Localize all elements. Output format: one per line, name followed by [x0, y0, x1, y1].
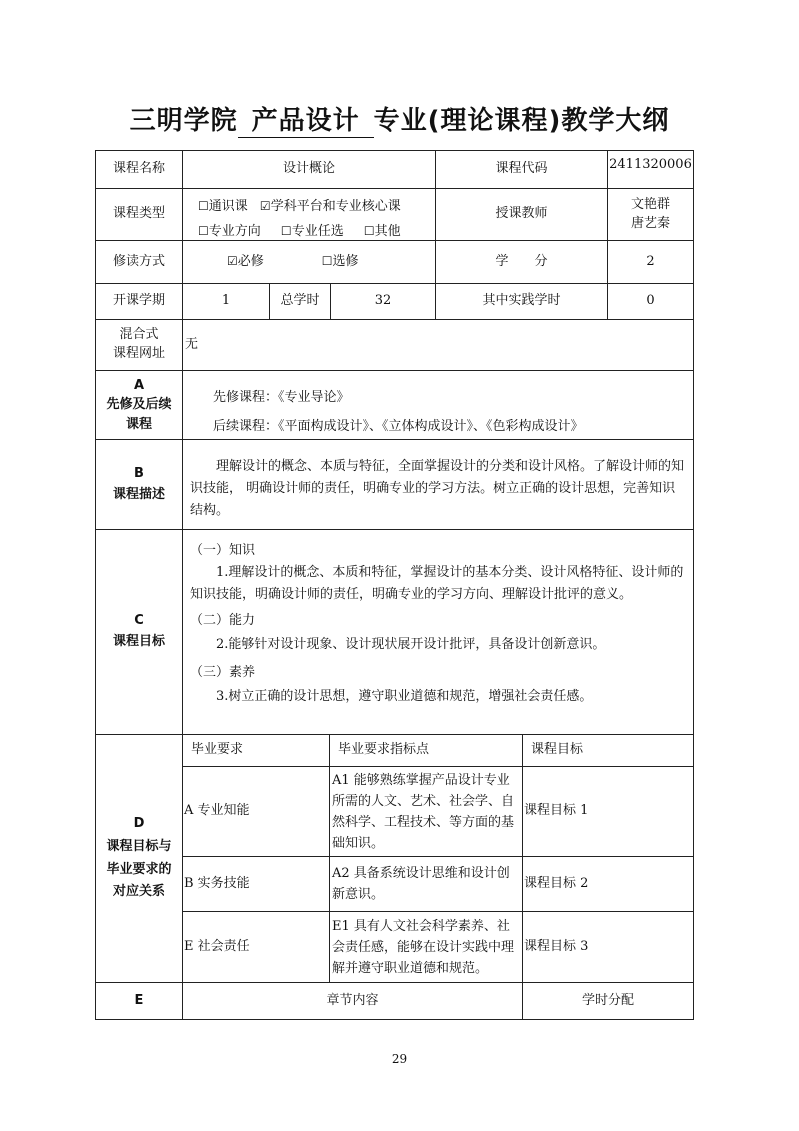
- d-row-goal: 课程目标 1: [522, 766, 694, 857]
- ability-heading: （二）能力: [190, 613, 256, 628]
- course-code-value: 2411320006: [607, 150, 694, 189]
- prerequisite-courses: 先修课程：《专业导论》: [213, 390, 350, 405]
- d-header-indicator: 毕业要求指标点: [329, 734, 523, 767]
- subsequent-courses: 后续课程：《平面构成设计》、《立体构成设计》、《色彩构成设计》: [213, 419, 584, 434]
- section-a-label: A 先修及后续 课程: [95, 370, 183, 440]
- course-code-label: 课程代码: [435, 150, 608, 189]
- course-type-options: [182, 188, 436, 241]
- blended-url-label: 混合式 课程网址: [95, 319, 183, 371]
- chapter-content-header: 章节内容: [182, 982, 523, 1020]
- d-row-requirement: E 社会责任: [182, 911, 330, 983]
- d-header-goal: 课程目标: [522, 734, 694, 767]
- total-hours-value: 32: [330, 283, 436, 320]
- term-label: 开课学期: [95, 283, 183, 320]
- teacher-names: [607, 188, 694, 241]
- d-row-indicator: A1 能够熟练掌握产品设计专业所需的人文、艺术、社会学、自然科学、工程技术、等方面的基础知识。: [329, 766, 523, 857]
- required-checkbox[interactable]: ☑必修: [227, 253, 264, 269]
- course-name-label: 课程名称: [95, 150, 183, 189]
- study-mode-options: [182, 240, 436, 284]
- page-title: [0, 100, 799, 138]
- blended-url-value: 无: [182, 319, 694, 371]
- credit-value: 2: [607, 240, 694, 284]
- section-b-label: B 课程描述: [95, 439, 183, 530]
- course-description: 理解设计的概念、本质与特征，全面掌握设计的分类和设计风格。了解设计师的知识技能， 明确设计师的责任，明确专业的学习方法。树立正确的设计思想，完善知识结构。: [190, 459, 685, 518]
- teacher-label: 授课教师: [435, 188, 608, 241]
- course-name-value: 设计概论: [182, 150, 436, 189]
- section-e-label: E: [95, 982, 183, 1020]
- teacher-name: 文艳群: [630, 196, 670, 212]
- title-major: 产品设计: [238, 107, 374, 138]
- total-hours-label: 总学时: [269, 283, 331, 320]
- title-suffix: 专业(理论课程)教学大纲: [373, 106, 670, 136]
- hours-allocation-header: 学时分配: [522, 982, 694, 1020]
- general-checkbox[interactable]: ☐通识课: [198, 199, 248, 214]
- term-value: 1: [182, 283, 270, 320]
- d-row-requirement: A 专业知能: [182, 766, 330, 857]
- d-row-indicator: E1 具有人文社会科学素养、社会责任感，能够在设计实践中理解并遵守职业道德和规范。: [329, 911, 523, 983]
- practice-hours-label: 其中实践学时: [435, 283, 608, 320]
- core-checkbox[interactable]: ☑学科平台和专业核心课: [259, 199, 401, 214]
- section-d-label: D 课程目标与 毕业要求的 对应关系: [95, 734, 183, 983]
- d-header-requirement: 毕业要求: [182, 734, 330, 767]
- practice-hours-value: 0: [607, 283, 694, 320]
- knowledge-text: 1.理解设计的概念、本质和特征，掌握设计的基本分类、设计风格特征、设计师的知识技能，明确设计师的责任，明确专业的学习方向、理解设计批评的意义。: [190, 565, 684, 602]
- knowledge-heading: （一）知识: [190, 543, 256, 558]
- quality-text: 3.树立正确的设计思想，遵守职业道德和规范，增强社会责任感。: [216, 689, 593, 704]
- section-c-label: C 课程目标: [95, 529, 183, 735]
- credit-label: 学 分: [435, 240, 608, 284]
- d-row-requirement: B 实务技能: [182, 856, 330, 912]
- section-b-content: [182, 439, 694, 530]
- d-row-goal: 课程目标 3: [522, 911, 694, 983]
- section-c-content: [182, 529, 694, 735]
- ability-text: 2.能够针对设计现象、设计现状展开设计批评，具备设计创新意识。: [216, 637, 606, 652]
- page-number: 29: [391, 1052, 408, 1066]
- study-mode-label: 修读方式: [95, 240, 183, 284]
- d-row-indicator: A2 具备系统设计思维和设计创新意识。: [329, 856, 523, 912]
- title-prefix: 三明学院: [129, 106, 238, 136]
- teacher-name: 唐艺秦: [630, 215, 670, 231]
- direction-checkbox[interactable]: ☐专业方向: [198, 224, 261, 239]
- d-row-goal: 课程目标 2: [522, 856, 694, 912]
- other-checkbox[interactable]: ☐其他: [363, 224, 401, 239]
- course-type-label: 课程类型: [95, 188, 183, 241]
- quality-heading: （三）素养: [190, 665, 256, 680]
- section-a-content: [182, 370, 694, 440]
- optional-checkbox[interactable]: ☐专业任选: [280, 224, 344, 239]
- elective-checkbox[interactable]: ☐选修: [321, 253, 359, 269]
- course-type-row1: [198, 194, 435, 219]
